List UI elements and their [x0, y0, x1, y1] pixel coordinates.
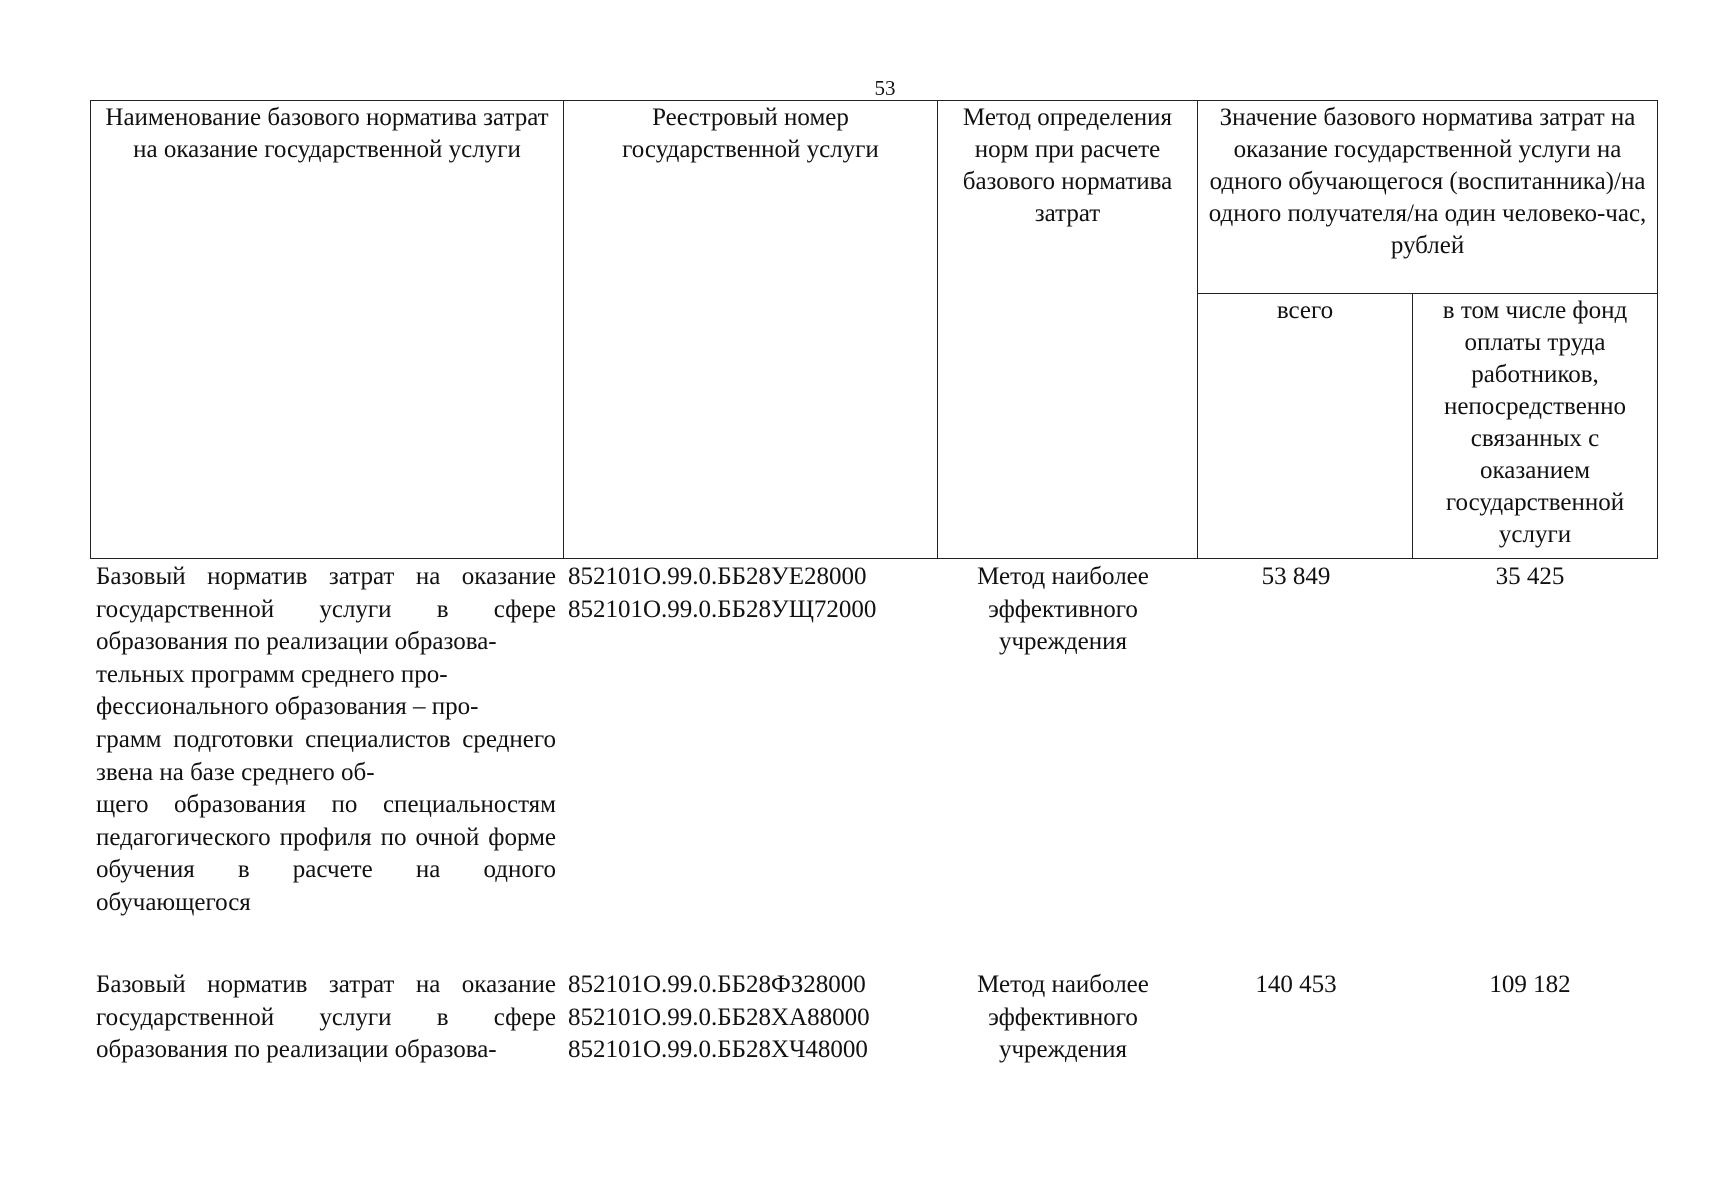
- row-total-value: 140 453: [1255, 971, 1337, 998]
- header-registry-number: Реестровый номер государственной услуги: [564, 101, 938, 559]
- row-wage-fund-value: 35 425: [1495, 563, 1565, 590]
- row-registry-numbers: 852101О.99.0.ББ28УЕ28000 852101О.99.0.ББ28УЩ72000: [568, 563, 877, 623]
- header-wage-fund: в том числе фонд оплаты труда работников, непосредственно связанных с оказанием государственной услуги: [1413, 294, 1658, 559]
- table-header: [90, 100, 1658, 559]
- header-method: Метод определения норм при расчете базового норматива затрат: [938, 101, 1198, 559]
- row-service-name: Базовый норматив затрат на оказание государственной услуги в сфере образования по реализации образова-: [96, 971, 556, 1064]
- row-method: Метод наиболее эффективного учреждения: [977, 563, 1149, 656]
- header-service-name: Наименование базового норматива затрат на оказание государственной услуги: [91, 101, 564, 559]
- row-wage-fund-value: 109 182: [1489, 971, 1571, 998]
- row-method: Метод наиболее эффективного учреждения: [977, 971, 1149, 1064]
- page-number: 53: [874, 76, 896, 100]
- row-service-name: Базовый норматив затрат на оказание государственной услуги в сфере образования по реализации образова- тельных программ среднего про- фессионального образования – про- грамм подготовки специалистов среднего звена на базе среднего об- щего образования по специальностям педагогического профиля по очной форме обучения в расчете на одного обучающегося: [96, 563, 556, 916]
- row-total-value: 53 849: [1261, 563, 1331, 590]
- header-norm-value: Значение базового норматива затрат на оказание государственной услуги на одного обучающегося (воспитанника)/на одного получателя/на один человеко-час, рублей: [1198, 101, 1658, 294]
- row-registry-numbers: 852101О.99.0.ББ28ФЗ28000 852101О.99.0.ББ28ХА88000 852101О.99.0.ББ28ХЧ48000: [568, 971, 870, 1064]
- header-total: всего: [1198, 294, 1413, 559]
